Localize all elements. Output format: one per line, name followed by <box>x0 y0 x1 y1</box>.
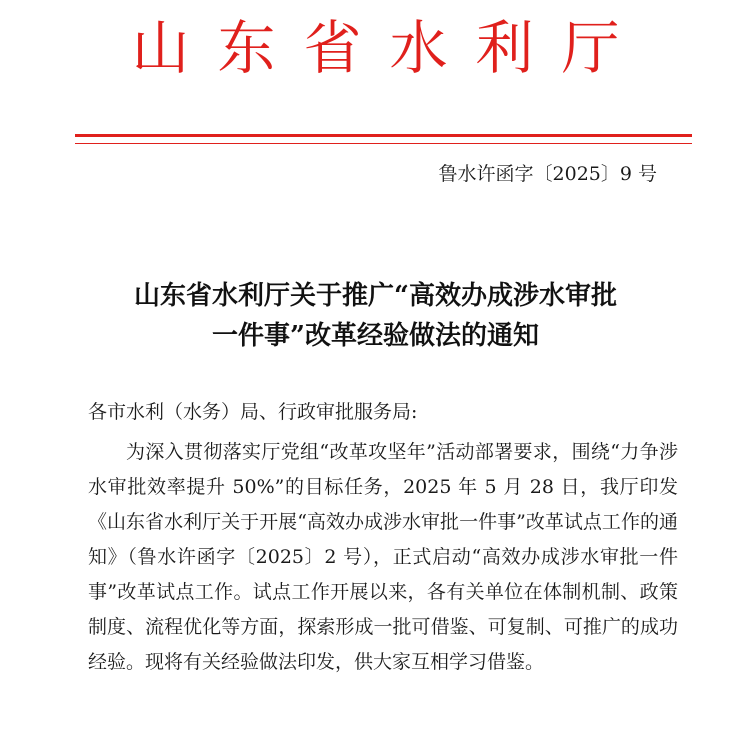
red-divider-thin <box>75 143 692 144</box>
document-title <box>60 276 691 356</box>
document-number: 鲁水许函字〔2025〕9 号 <box>438 163 657 185</box>
salutation: 各市水利（水务）局、行政审批服务局: <box>88 401 418 423</box>
document-title-line-2: 一件事”改革经验做法的通知 <box>212 321 539 351</box>
document-title-line-1: 山东省水利厅关于推广“高效办成涉水审批 <box>134 281 617 311</box>
body-paragraph: 为深入贯彻落实厅党组“改革攻坚年”活动部署要求，围绕“力争涉水审批效率提升 50%”的目标任务，2025 年 5 月 28 日，我厅印发《山东省水利厅关于开展“高效办成涉水审批一件事”改革试点工作的通知》（鲁水许函字〔2025〕2 号），正式启动“高效办成涉水审批一件事”改革试点工作。试点工作开展以来，各有关单位在体制机制、政策制度、流程优化等方面，探索形成一批可借鉴、可复制、可推广的成功经验。现将有关经验做法印发，供大家互相学习借鉴。 <box>88 441 678 673</box>
agency-header-title: 山东省水利厅 <box>131 14 648 82</box>
red-divider-thick <box>75 134 692 137</box>
